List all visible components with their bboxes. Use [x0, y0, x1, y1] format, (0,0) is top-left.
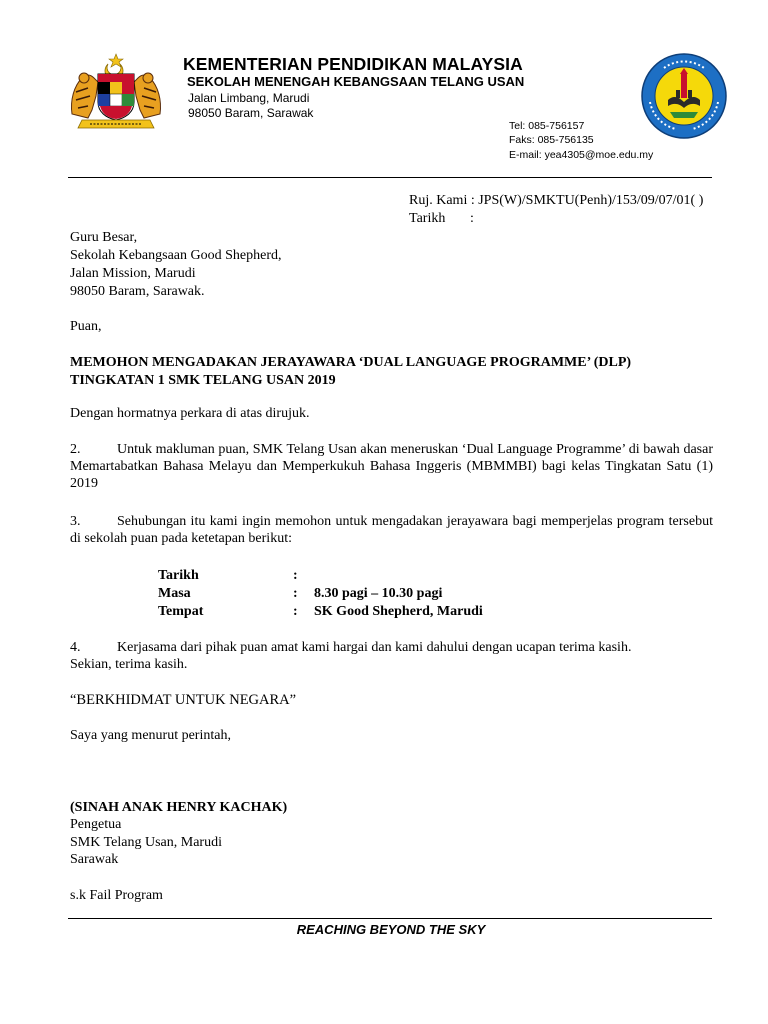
paragraph-1: Dengan hormatnya perkara di atas dirujuk. — [70, 406, 310, 421]
salutation: Puan, — [70, 319, 102, 334]
signer-state: Sarawak — [70, 852, 119, 867]
paragraph-number: 4. — [70, 640, 81, 655]
yours-faithfully: Saya yang menurut perintah, — [70, 728, 231, 743]
paragraph-number: 3. — [70, 514, 81, 529]
school-address-line1: Jalan Limbang, Marudi — [188, 91, 310, 105]
footer-divider — [68, 918, 712, 919]
detail-colon: : — [293, 568, 298, 583]
detail-colon: : — [293, 586, 298, 601]
reference-date-colon: : — [470, 211, 474, 226]
school-name: SEKOLAH MENENGAH KEBANGSAAN TELANG USAN — [187, 74, 525, 89]
detail-value-tempat: SK Good Shepherd, Marudi — [314, 604, 483, 619]
signer-name: (SINAH ANAK HENRY KACHAK) — [70, 800, 288, 815]
coat-of-arms-icon — [68, 52, 164, 130]
header-divider — [68, 177, 712, 178]
paragraph-3 — [70, 513, 713, 547]
signer-role: Pengetua — [70, 817, 122, 832]
school-address-line2: 98050 Baram, Sarawak — [188, 106, 314, 120]
paragraph-text: Kerjasama dari pihak puan amat kami hargai dan kami dahului dengan ucapan terima kasih. — [117, 640, 632, 655]
school-logo-icon — [640, 52, 728, 140]
carbon-copy: s.k Fail Program — [70, 888, 163, 903]
detail-label-masa: Masa — [158, 586, 191, 601]
recipient-line: Guru Besar, — [70, 230, 138, 245]
paragraph-text: Untuk makluman puan, SMK Telang Usan akan meneruskan ‘Dual Language Programme’ di bawah dasar Memartabatkan Bahasa Melayu dan Memperkukuh Bahasa Inggeris (MBMMBI) bagi kelas Tingkatan Satu (1) 2019 — [70, 442, 713, 491]
motto: “BERKHIDMAT UNTUK NEGARA” — [70, 692, 297, 708]
detail-label-tarikh: Tarikh — [158, 568, 199, 583]
recipient-line: Jalan Mission, Marudi — [70, 266, 196, 281]
signer-school: SMK Telang Usan, Marudi — [70, 835, 222, 850]
detail-colon: : — [293, 604, 298, 619]
paragraph-4 — [70, 639, 631, 656]
reference-date-label: Tarikh — [409, 211, 446, 226]
subject-line: TINGKATAN 1 SMK TELANG USAN 2019 — [70, 373, 336, 388]
recipient-line: 98050 Baram, Sarawak. — [70, 284, 205, 299]
contact-email: E-mail: yea4305@moe.edu.my — [509, 149, 654, 161]
footer-tagline: REACHING BEYOND THE SKY — [296, 922, 486, 937]
subject-line: MEMOHON MENGADAKAN JERAYAWARA ‘DUAL LANGUAGE PROGRAMME’ (DLP) — [70, 355, 632, 370]
paragraph-text: Sehubungan itu kami ingin memohon untuk mengadakan jerayawara bagi memperjelas program tersebut di sekolah puan pada ketetapan berikut: — [70, 514, 713, 546]
paragraph-2 — [70, 441, 713, 492]
detail-label-tempat: Tempat — [158, 604, 204, 619]
contact-fax: Faks: 085-756135 — [509, 134, 594, 146]
detail-value-masa: 8.30 pagi – 10.30 pagi — [314, 586, 443, 601]
closing-line: Sekian, terima kasih. — [70, 657, 188, 672]
reference-number: Ruj. Kami : JPS(W)/SMKTU(Penh)/153/09/07/01( ) — [409, 193, 704, 208]
contact-tel: Tel: 085-756157 — [509, 120, 585, 132]
ministry-title: KEMENTERIAN PENDIDIKAN MALAYSIA — [183, 54, 523, 74]
recipient-line: Sekolah Kebangsaan Good Shepherd, — [70, 248, 282, 263]
paragraph-number: 2. — [70, 442, 81, 457]
